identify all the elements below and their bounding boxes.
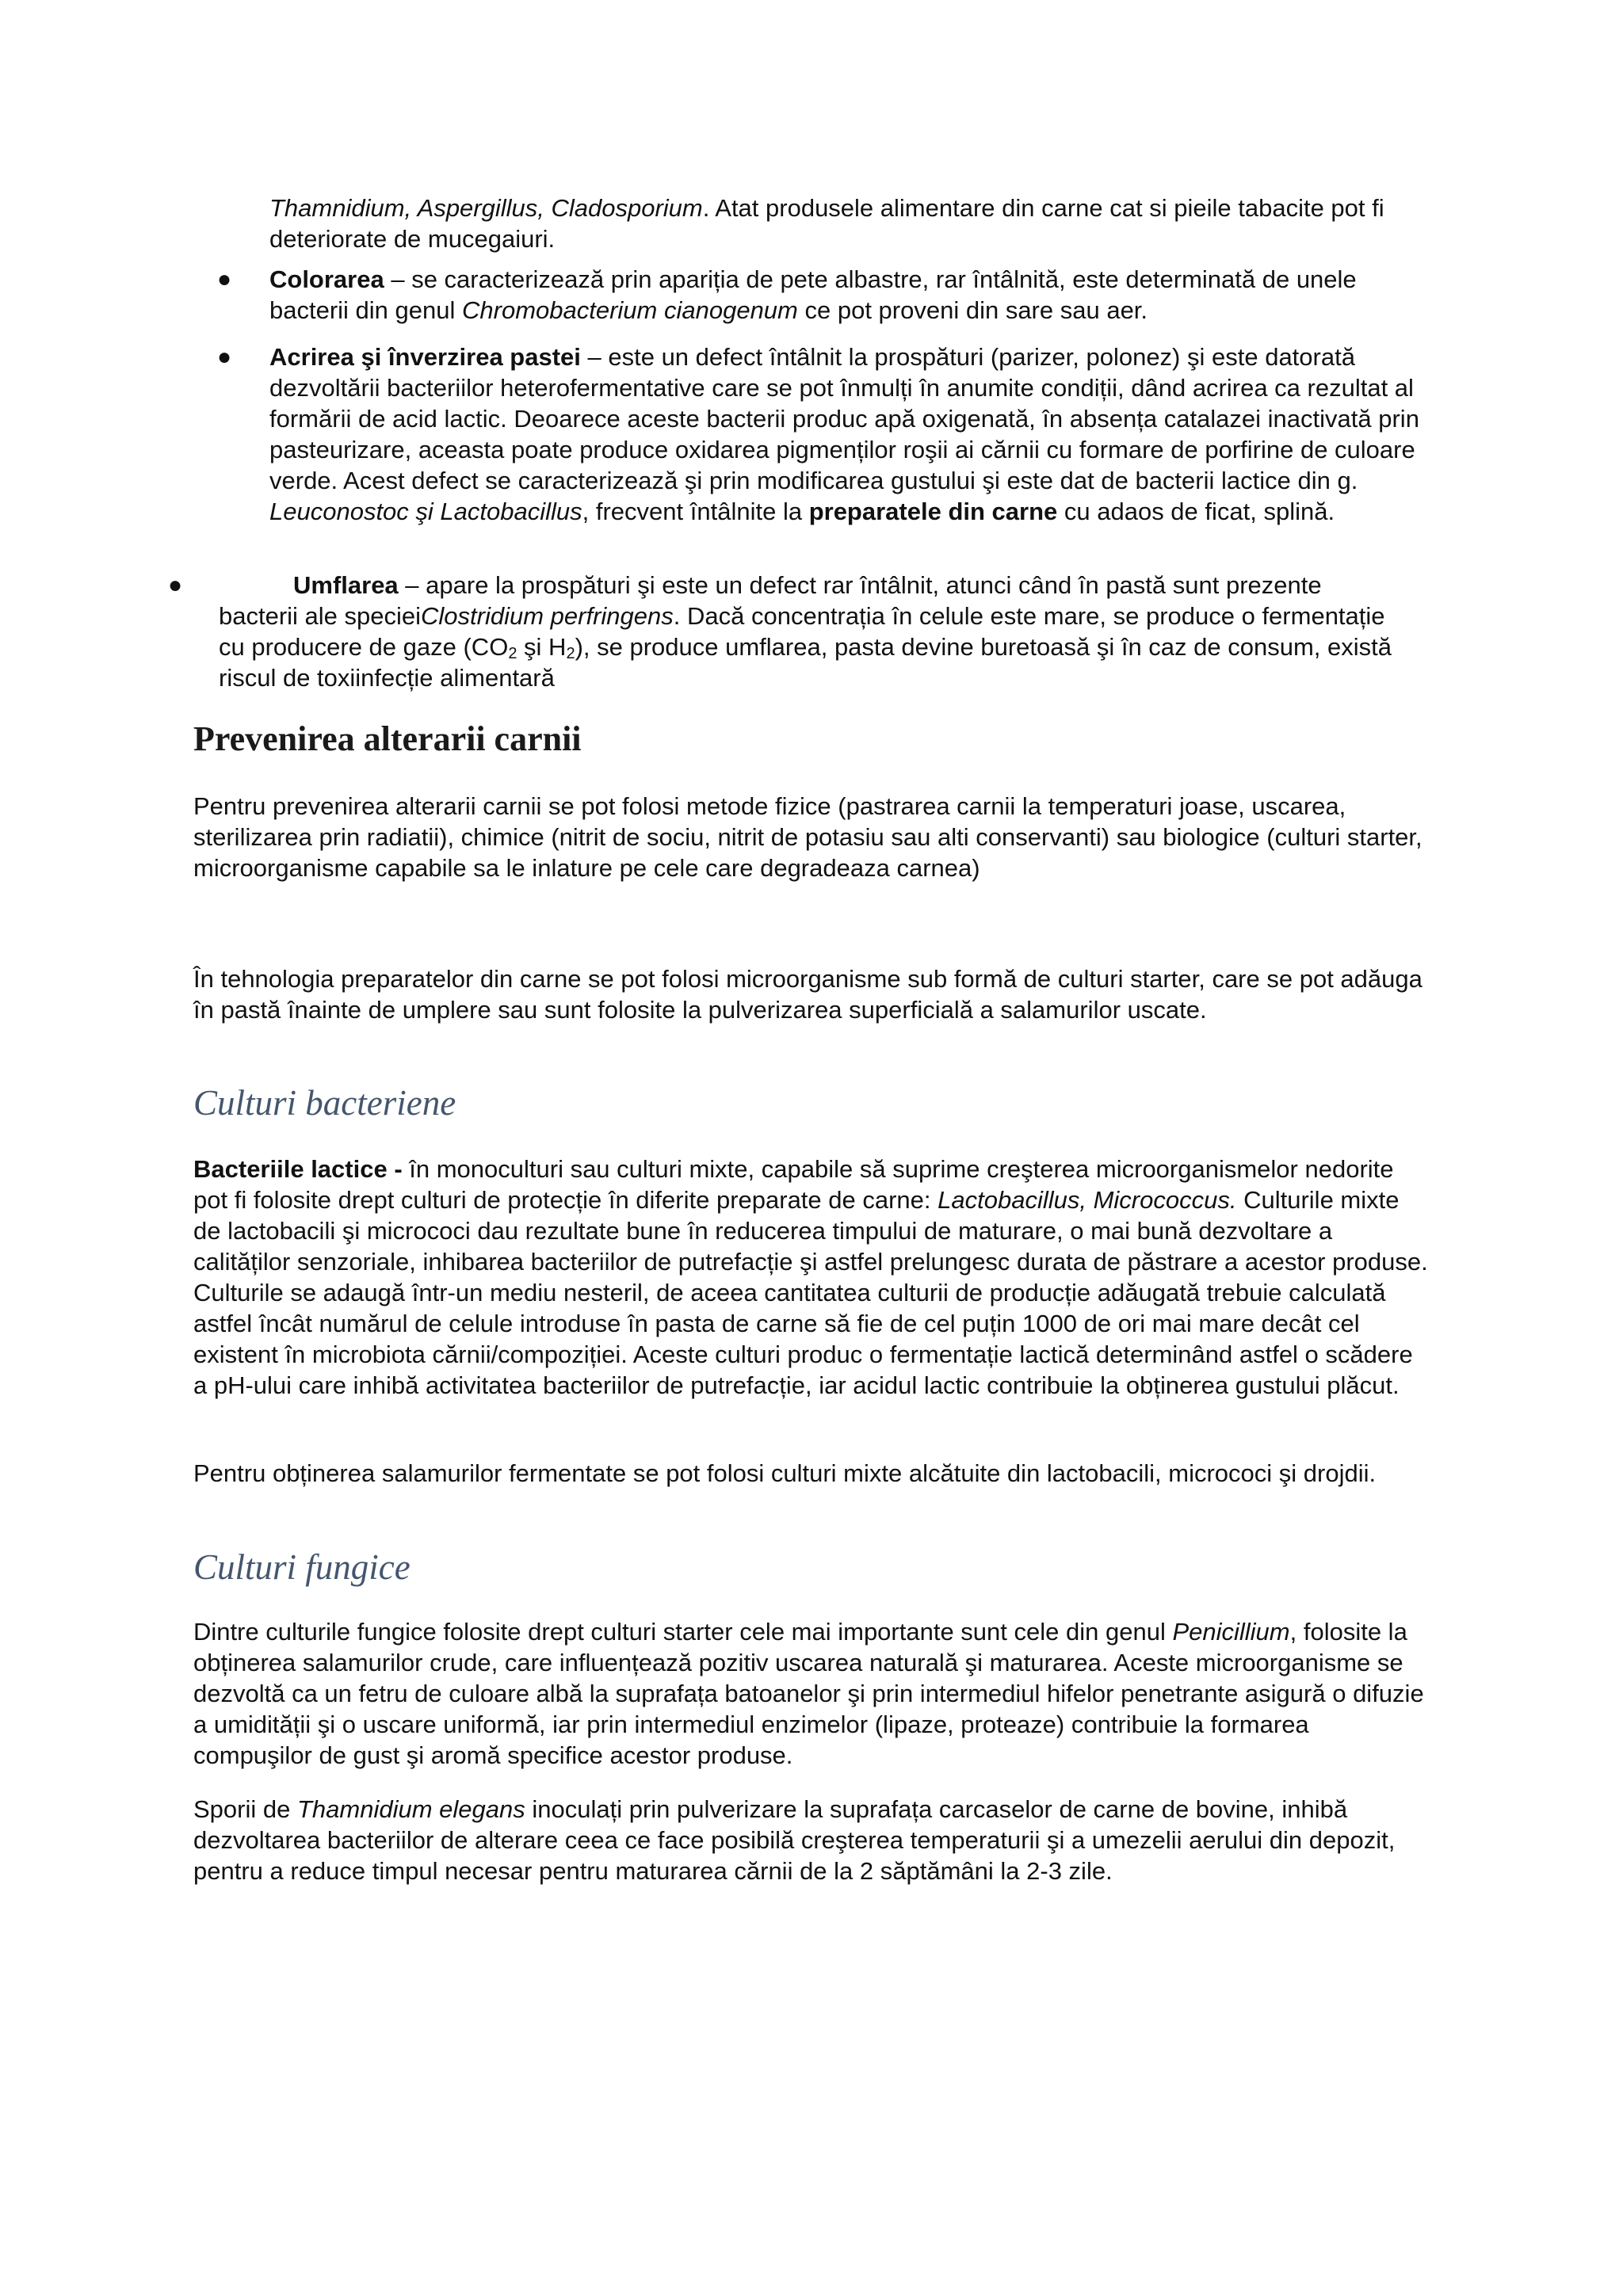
text-run: ), se produce umflarea, pasta devine buretoasă şi în caz de consum, există riscul de toxiinfecție alimentară <box>219 633 1392 692</box>
text-run: , frecvent întâlnite la <box>582 498 809 525</box>
bullet-umflarea <box>219 570 1407 693</box>
bullet-acrirea <box>269 341 1434 527</box>
text-run: Acrirea şi înverzirea pastei <box>269 343 581 371</box>
paragraph-fungal <box>193 1616 1430 1771</box>
text-run: şi H <box>517 633 567 661</box>
text-run: 2 <box>566 645 575 662</box>
text-run: , folosite la obținerea salamurilor crude, care influențează pozitiv uscarea naturală şi maturarea. Aceste microorganisme se dezvoltă ca un fetru de culoare albă la suprafața batoanelor şi prin intermediul hifelor penetrante asigură o difuzie a umidității şi o uscare uniformă, iar prin intermediul enzimelor (lipaze, proteaze) contribuie la formarea compuşilor de gust şi aromă specifice acestor produse. <box>193 1618 1424 1769</box>
paragraph-bacterial <box>193 1154 1430 1401</box>
text-run: Penicillium <box>1172 1618 1290 1646</box>
text-run: – este un defect întâlnit la prospături (parizer, polonez) şi este datorată dezvoltării bacteriilor heterofermentative care se pot înmulți în anumite condiții, dând acrirea ca rezultat al formării de acid lactic. Deoarece aceste bacterii produc apă oxigenată, în absența catalazei inactivată prin pasteurizare, aceasta poate produce oxidarea pigmenților roşii ai cărnii cu formare de porfirine de culoare verde. Acest defect se caracterizează şi prin modificarea gustului şi este dat de bacterii lactice din g. <box>269 343 1419 494</box>
text-run: Sporii de <box>193 1795 297 1823</box>
text-run: Thamnidium elegans <box>296 1795 525 1823</box>
text-run: Chromobacterium cianogenum <box>462 296 798 324</box>
paragraph-fermented <box>193 1458 1430 1489</box>
paragraph-spores <box>193 1794 1430 1886</box>
fragment-paragraph <box>269 193 1434 254</box>
text-run: Thamnidium, Aspergillus, Cladosporium <box>269 194 703 222</box>
text-run: Umflarea <box>293 571 399 599</box>
text-run: în monoculturi sau culturi mixte, capabile să suprime creşterea microorganismelor nedorite pot fi folosite drept culturi de protecție în diferite preparate de carne: <box>193 1155 1394 1214</box>
text-run: În tehnologia preparatelor din carne se pot folosi microorganisme sub formă de culturi starter, care se pot adăuga în pastă înainte de umplere sau sunt folosite la pulverizarea superficială a salamurilor uscate. <box>193 965 1423 1024</box>
text-run: . Dacă concentrația în celule este mare, se produce o fermentație cu producere de gaze (CO <box>219 602 1385 661</box>
text-run: cu adaos de ficat, splină. <box>1057 498 1335 525</box>
section-heading: Prevenirea alterarii carnii <box>193 719 582 758</box>
text-run: 2 <box>508 645 517 662</box>
text-run: preparatele din carne <box>808 498 1058 525</box>
text-run: Clostridium perfringens <box>421 602 674 630</box>
bullet-marker: ● <box>217 344 232 370</box>
bullet-marker: ● <box>168 572 183 598</box>
subheading-bacterial: Culturi bacteriene <box>193 1083 456 1123</box>
text-run: Pentru prevenirea alterarii carnii se pot folosi metode fizice (pastrarea carnii la temperaturi joase, uscarea, sterilizarea prin radiatii), chimice (nitrit de sociu, nitrit de potasiu sau alti conservanti) sau biologice (culturi starter, microorganisme capabile sa le inlature pe cele care degradeaza carnea) <box>193 792 1423 882</box>
paragraph-prevention <box>193 791 1430 883</box>
paragraph-technology <box>193 963 1430 1025</box>
text-run: – apare la prospături şi este un defect rar întâlnit, atunci când în pastă sunt prezente bacterii ale speciei <box>219 571 1322 630</box>
text-run: inoculați prin pulverizare la suprafața carcaselor de carne de bovine, inhibă dezvoltarea bacteriilor de alterare ceea ce face posibilă creşterea temperaturii şi a umezelii aerului din depozit, pentru a reduce timpul necesar pentru maturarea cărnii de la 2 săptămâni la 2-3 zile. <box>193 1795 1396 1885</box>
text-run: Pentru obținerea salamurilor fermentate se pot folosi culturi mixte alcătuite din lactobacili, micrococi şi drojdii. <box>193 1459 1377 1487</box>
text-run: . Atat produsele alimentare din carne cat si pieile tabacite pot fi deteriorate de mucegaiuri. <box>269 194 1384 253</box>
text-run: Bacteriile lactice - <box>193 1155 403 1183</box>
text-run: Colorarea <box>269 265 384 293</box>
text-run: Lactobacillus, Micrococcus. <box>938 1186 1237 1214</box>
text-run: Leuconostoc şi Lactobacillus <box>269 498 582 525</box>
text-run: ce pot proveni din sare sau aer. <box>797 296 1148 324</box>
text-run: Culturile mixte de lactobacili şi micrococi dau rezultate bune în reducerea timpului de maturare, o mai bună dezvoltare a calităților senzoriale, inhibarea bacteriilor de putrefacție şi astfel prelungesc durata de păstrare a acestor produse. Culturile se adaugă într-un mediu nesteril, de aceea cantitatea culturii de producție adăugată trebuie calculată astfel încât numărul de celule introduse în pasta de carne să fie de cel puțin 1000 de ori mai mare decât cel existent în microbiota cărnii/compoziției. Aceste culturi produc o fermentație lactică determinând astfel o scădere a pH-ului care inhibă activitatea bacteriilor de putrefacție, iar acidul lactic contribuie la obținerea gustului plăcut. <box>193 1186 1428 1399</box>
text-run: – se caracterizează prin apariția de pete albastre, rar întâlnită, este determinată de unele bacterii din genul <box>269 265 1357 324</box>
bullet-colorarea <box>269 264 1434 326</box>
text-run: Dintre culturile fungice folosite drept culturi starter cele mai importante sunt cele din genul <box>193 1618 1173 1646</box>
bullet-marker: ● <box>217 266 232 292</box>
subheading-fungal: Culturi fungice <box>193 1547 411 1587</box>
